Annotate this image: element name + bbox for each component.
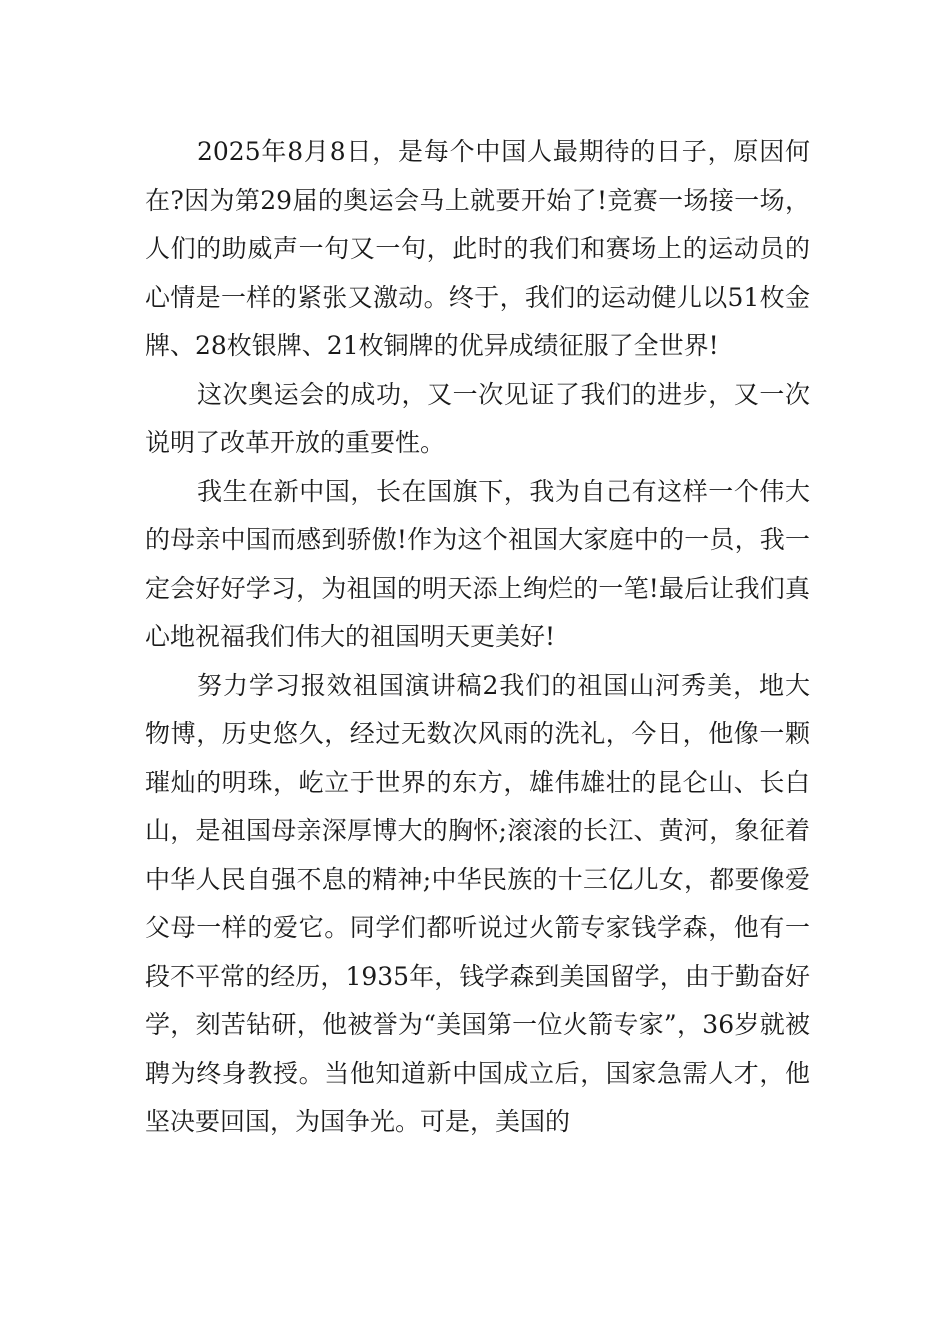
paragraph-2: 这次奥运会的成功，又一次见证了我们的进步，又一次说明了改革开放的重要性。 xyxy=(145,379,810,457)
paragraph-3: 我生在新中国，长在国旗下，我为自己有这样一个伟大的母亲中国而感到骄傲!作为这个祖国大家庭中的一员，我一定会好好学习，为祖国的明天添上绚烂的一笔!最后让我们真心地祝福我们伟大的祖国明天更美好! xyxy=(145,476,810,651)
document-body xyxy=(145,128,810,1147)
paragraph-1: 2025年8月8日，是每个中国人最期待的日子，原因何在?因为第29届的奥运会马上就要开始了!竞赛一场接一场，人们的助威声一句又一句，此时的我们和赛场上的运动员的心情是一样的紧张又激动。终于，我们的运动健儿以51枚金牌、28枚银牌、21枚铜牌的优异成绩征服了全世界! xyxy=(145,137,810,360)
paragraph-4: 努力学习报效祖国演讲稿2我们的祖国山河秀美，地大物博，历史悠久，经过无数次风雨的洗礼，今日，他像一颗璀灿的明珠，屹立于世界的东方，雄伟雄壮的昆仑山、长白山，是祖国母亲深厚博大的胸怀;滚滚的长江、黄河，象征着中华人民自强不息的精神;中华民族的十三亿儿女，都要像爱父母一样的爱它。同学们都听说过火箭专家钱学森，他有一段不平常的经历，1935年，钱学森到美国留学，由于勤奋好学，刻苦钻研，他被誉为“美国第一位火箭专家”，36岁就被聘为终身教授。当他知道新中国成立后，国家急需人才，他坚决要回国，为国争光。可是，美国的 xyxy=(145,670,810,1136)
